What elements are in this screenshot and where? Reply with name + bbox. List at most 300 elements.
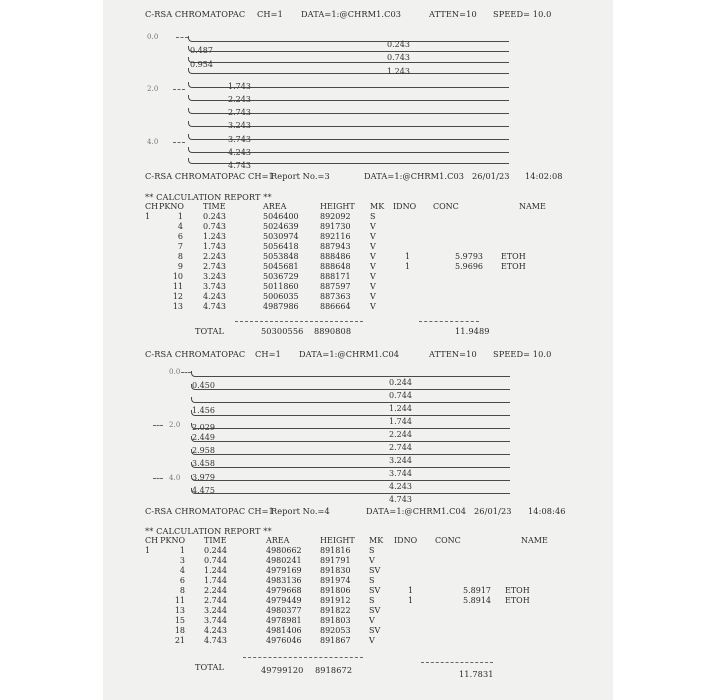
run2-report-title: C-RSA CHROMATOPAC CH=1 [145, 506, 274, 516]
peak-label: 1.243 [387, 67, 410, 76]
cell-area: 5056418 [263, 242, 299, 251]
conc-column [423, 212, 483, 312]
trace-line [188, 57, 509, 63]
cell-name [501, 242, 546, 252]
trace-line [191, 384, 510, 390]
cell-time: 2.744 [204, 596, 227, 605]
cell-ch [145, 252, 158, 262]
col-area: AREA [263, 202, 287, 211]
col-conc: CONC [433, 202, 459, 211]
cell-name [505, 566, 548, 576]
cell-area: 4979169 [266, 566, 302, 575]
peak-label: 4.743 [389, 495, 412, 504]
cell-area: 5011860 [263, 282, 299, 291]
pkno-column [159, 212, 183, 312]
cell-time: 0.744 [204, 556, 227, 565]
cell-name [501, 272, 546, 282]
cell-idno: 1 [405, 252, 411, 261]
cell-mk: S [369, 576, 375, 585]
peak-label: 0.954 [190, 60, 213, 69]
axis-tick [173, 89, 185, 90]
run2-total-height: 8918672 [315, 665, 353, 675]
cell-idno [405, 272, 416, 282]
trace-line [191, 371, 510, 377]
cell-ch [145, 222, 158, 232]
run1-calc-title: ** CALCULATION REPORT ** [145, 192, 272, 202]
cell-area: 4978981 [266, 616, 302, 625]
cell-name [505, 576, 548, 586]
axis-tick [153, 425, 163, 426]
cell-time: 2.743 [203, 262, 226, 271]
peak-label: 1.743 [228, 82, 251, 91]
axis-tick [176, 37, 188, 38]
cell-idno [408, 576, 417, 586]
cell-pkno: 10 [172, 272, 183, 281]
cell-name [505, 556, 548, 566]
peak-label: 0.450 [192, 381, 215, 390]
cell-pkno: 4 [177, 222, 183, 231]
trace-line [191, 449, 510, 455]
cell-time: 3.744 [204, 616, 227, 625]
col-height: HEIGHT [320, 536, 355, 545]
run2-report-time: 14:08:46 [528, 506, 566, 516]
height-column [320, 212, 355, 312]
cell-time: 1.743 [203, 242, 226, 251]
cell-conc [423, 212, 483, 222]
peak-label: 4.243 [228, 148, 251, 157]
cell-pkno: 1 [177, 212, 183, 221]
cell-ch [145, 232, 158, 242]
trace-line [188, 68, 509, 74]
axis-tick [181, 372, 191, 373]
cell-conc [433, 576, 491, 586]
cell-pkno: 1 [179, 546, 185, 555]
cell-mk: V [369, 636, 375, 645]
peak-label: 3.243 [228, 121, 251, 130]
cell-area: 4981406 [266, 626, 302, 635]
peak-label: 3.458 [192, 459, 215, 468]
cell-conc [423, 232, 483, 242]
ch-column [145, 546, 158, 646]
run1-atten: ATTEN=10 [429, 9, 477, 19]
cell-idno [408, 636, 417, 646]
cell-height: 892053 [320, 626, 351, 635]
run1-axis-2: 2.0 [147, 85, 159, 93]
cell-mk: S [369, 546, 375, 555]
col-height: HEIGHT [320, 202, 355, 211]
cell-name [501, 282, 546, 292]
col-mk: MK [369, 536, 384, 545]
cell-height: 887363 [320, 292, 351, 301]
cell-idno [405, 232, 416, 242]
cell-area: 4976046 [266, 636, 302, 645]
cell-height: 891867 [320, 636, 351, 645]
cell-pkno: 4 [179, 566, 185, 575]
cell-name [505, 636, 548, 646]
cell-conc [433, 566, 491, 576]
cell-area: 5006035 [263, 292, 299, 301]
peak-label: 4.475 [192, 486, 215, 495]
cell-mk: V [369, 556, 375, 565]
cell-area: 5030974 [263, 232, 299, 241]
run1-axis-0: 0.0 [147, 33, 159, 41]
run2-total-conc: 11.7831 [459, 669, 494, 679]
cell-time: 2.243 [203, 252, 226, 261]
cell-mk: S [369, 596, 375, 605]
peak-label: 2.029 [192, 423, 215, 432]
mk-column [370, 212, 384, 312]
cell-ch [145, 576, 158, 586]
cell-pkno: 6 [179, 576, 185, 585]
cell-idno: 1 [408, 586, 414, 595]
peak-label: 3.743 [228, 135, 251, 144]
trace-line [188, 36, 509, 42]
run1-report-data: DATA=1:@CHRM1.C03 [364, 171, 465, 181]
cell-height: 891730 [320, 222, 351, 231]
trace-line [191, 423, 510, 429]
run1-total-label: TOTAL [195, 326, 225, 336]
cell-conc: 5.8914 [463, 596, 491, 605]
cell-name [501, 232, 546, 242]
cell-height: 891822 [320, 606, 351, 615]
cell-name: ETOH [501, 262, 526, 271]
cell-mk: V [370, 302, 376, 311]
peak-label: 0.487 [190, 46, 213, 55]
run2-report-data: DATA=1:@CHRM1.C04 [366, 506, 467, 516]
cell-name: ETOH [501, 252, 526, 261]
cell-height: 891912 [320, 596, 351, 605]
height-column [320, 546, 355, 646]
cell-name [505, 546, 548, 556]
trace-line [191, 488, 510, 494]
idno-column [394, 546, 417, 646]
run2-report-no: Report No.=4 [271, 506, 330, 516]
cell-idno [408, 606, 417, 616]
cell-idno [408, 566, 417, 576]
peak-label: 3.244 [389, 456, 412, 465]
cell-area: 4979668 [266, 586, 302, 595]
peak-label: 0.743 [387, 53, 410, 62]
cell-ch [145, 272, 158, 282]
area-column [263, 212, 299, 312]
cell-pkno: 13 [174, 606, 185, 615]
cell-ch [145, 626, 158, 636]
cell-area: 5053848 [263, 252, 299, 261]
total-separator [419, 321, 479, 322]
trace-line [191, 397, 510, 403]
cell-time: 3.743 [203, 282, 226, 291]
cell-name [505, 606, 548, 616]
cell-mk: V [370, 242, 376, 251]
peak-label: 2.744 [389, 443, 412, 452]
run1-total-height: 8890808 [314, 326, 352, 336]
cell-area: 4979449 [266, 596, 302, 605]
cell-mk: V [370, 232, 376, 241]
cell-idno: 1 [408, 596, 414, 605]
cell-conc [423, 222, 483, 232]
cell-mk: S [370, 212, 376, 221]
cell-idno [408, 546, 417, 556]
cell-conc: 5.8917 [463, 586, 491, 595]
run1-report-time: 14:02:08 [525, 171, 563, 181]
cell-height: 891830 [320, 566, 351, 575]
cell-height: 888486 [320, 252, 351, 261]
idno-column [393, 212, 416, 312]
total-separator [243, 657, 363, 658]
cell-ch [145, 586, 158, 596]
peak-label: 4.243 [389, 482, 412, 491]
mk-column [369, 546, 383, 646]
cell-idno [405, 242, 416, 252]
run1-channel: CH=1 [257, 9, 283, 19]
cell-area: 4980662 [266, 546, 302, 555]
cell-height: 892116 [320, 232, 351, 241]
peak-label: 2.958 [192, 446, 215, 455]
cell-height: 888171 [320, 272, 351, 281]
cell-area: 4987986 [263, 302, 299, 311]
cell-height: 887943 [320, 242, 351, 251]
peak-label: 1.744 [389, 417, 412, 426]
run2-total-label: TOTAL [195, 662, 225, 672]
col-pkno: PKNO [159, 202, 184, 211]
conc-column [433, 546, 491, 646]
total-separator [421, 662, 493, 663]
col-time: TIME [204, 536, 227, 545]
cell-mk: V [370, 222, 376, 231]
cell-area: 4983136 [266, 576, 302, 585]
cell-conc [423, 282, 483, 292]
col-conc: CONC [435, 536, 461, 545]
col-area: AREA [266, 536, 290, 545]
run1-report-title: C-RSA CHROMATOPAC CH=1 [145, 171, 274, 181]
cell-time: 3.243 [203, 272, 226, 281]
cell-time: 4.743 [203, 302, 226, 311]
run1-title: C-RSA CHROMATOPAC [145, 9, 246, 19]
peak-label: 3.744 [389, 469, 412, 478]
cell-mk: V [370, 272, 376, 281]
axis-tick [153, 478, 163, 479]
cell-pkno: 9 [177, 262, 183, 271]
col-time: TIME [203, 202, 226, 211]
peak-label: 0.744 [389, 391, 412, 400]
cell-pkno: 21 [174, 636, 185, 645]
cell-pkno: 15 [174, 616, 185, 625]
col-idno: IDNO [393, 202, 417, 211]
run1-speed: SPEED= 10.0 [493, 9, 552, 19]
cell-pkno: 6 [177, 232, 183, 241]
cell-time: 1.244 [204, 566, 227, 575]
run2-channel: CH=1 [255, 349, 281, 359]
peak-label: 1.244 [389, 404, 412, 413]
cell-pkno: 8 [179, 586, 185, 595]
trace-line [188, 46, 509, 52]
cell-area: 5046400 [263, 212, 299, 221]
trace-line [191, 410, 510, 416]
cell-height: 892092 [320, 212, 351, 221]
cell-height: 891816 [320, 546, 351, 555]
cell-pkno: 12 [172, 292, 183, 301]
trace-line [191, 436, 510, 442]
cell-time: 3.244 [204, 606, 227, 615]
cell-mk: SV [369, 626, 381, 635]
axis-tick [173, 142, 185, 143]
col-ch: CH [145, 202, 159, 211]
cell-ch [145, 606, 158, 616]
col-pkno: PKNO [160, 536, 185, 545]
cell-ch [145, 596, 158, 606]
peak-label: 2.449 [192, 433, 215, 442]
cell-time: 1.243 [203, 232, 226, 241]
pkno-column [159, 546, 185, 646]
cell-conc [433, 556, 491, 566]
run2-title: C-RSA CHROMATOPAC [145, 349, 246, 359]
cell-pkno: 18 [174, 626, 185, 635]
cell-mk: SV [369, 586, 381, 595]
cell-name [501, 292, 546, 302]
cell-name [505, 626, 548, 636]
cell-area: 4980241 [266, 556, 302, 565]
cell-height: 887597 [320, 282, 351, 291]
cell-pkno: 11 [172, 282, 183, 291]
cell-height: 886664 [320, 302, 351, 311]
peak-label: 4.743 [228, 161, 251, 170]
cell-name: ETOH [505, 586, 530, 595]
peak-label: 2.243 [228, 95, 251, 104]
col-mk: MK [370, 202, 385, 211]
cell-mk: V [370, 282, 376, 291]
cell-conc [433, 606, 491, 616]
peak-label: 2.743 [228, 108, 251, 117]
cell-idno [408, 616, 417, 626]
trace-line [191, 475, 510, 481]
cell-idno [405, 292, 416, 302]
peak-label: 0.244 [389, 378, 412, 387]
cell-mk: V [370, 292, 376, 301]
cell-time: 4.243 [203, 292, 226, 301]
time-column [203, 212, 226, 312]
cell-time: 1.744 [204, 576, 227, 585]
peak-label: 1.456 [192, 406, 215, 415]
run1-axis-4: 4.0 [147, 138, 159, 146]
area-column [266, 546, 302, 646]
cell-pkno: 3 [179, 556, 185, 565]
run2-axis-2: 2.0 [169, 421, 181, 429]
cell-idno: 1 [405, 262, 411, 271]
time-column [204, 546, 227, 646]
cell-mk: V [369, 616, 375, 625]
run1-total-conc: 11.9489 [455, 326, 490, 336]
run1-report-date: 26/01/23 [472, 171, 510, 181]
cell-area: 5024639 [263, 222, 299, 231]
cell-conc [423, 242, 483, 252]
cell-pkno: 13 [172, 302, 183, 311]
run2-axis-4: 4.0 [169, 474, 181, 482]
peak-label: 0.243 [387, 40, 410, 49]
cell-idno [405, 282, 416, 292]
cell-time: 0.243 [203, 212, 226, 221]
run1-report-no: Report No.=3 [271, 171, 330, 181]
cell-name [501, 302, 546, 312]
run2-report-date: 26/01/23 [474, 506, 512, 516]
cell-time: 0.743 [203, 222, 226, 231]
cell-time: 4.243 [204, 626, 227, 635]
cell-idno [408, 556, 417, 566]
cell-area: 5036729 [263, 272, 299, 281]
cell-ch [145, 302, 158, 312]
cell-conc [423, 292, 483, 302]
cell-name [501, 222, 546, 232]
total-separator [235, 321, 363, 322]
run2-speed: SPEED= 10.0 [493, 349, 552, 359]
cell-name [501, 212, 546, 222]
cell-idno [405, 302, 416, 312]
printout-page [103, 0, 613, 700]
cell-idno [408, 626, 417, 636]
run1-total-area: 50300556 [261, 326, 304, 336]
cell-conc [433, 546, 491, 556]
cell-ch [145, 292, 158, 302]
run2-atten: ATTEN=10 [429, 349, 477, 359]
cell-area: 4980377 [266, 606, 302, 615]
cell-mk: SV [369, 566, 381, 575]
cell-pkno: 11 [174, 596, 185, 605]
cell-ch [145, 636, 158, 646]
cell-conc [433, 636, 491, 646]
cell-height: 891806 [320, 586, 351, 595]
cell-name [505, 616, 548, 626]
col-idno: IDNO [394, 536, 418, 545]
cell-mk: V [370, 252, 376, 261]
cell-height: 888648 [320, 262, 351, 271]
ch-column [145, 212, 158, 312]
cell-conc [423, 272, 483, 282]
cell-time: 2.244 [204, 586, 227, 595]
col-name: NAME [521, 536, 548, 545]
cell-conc [423, 302, 483, 312]
cell-ch: 1 [145, 212, 151, 221]
peak-label: 2.244 [389, 430, 412, 439]
cell-ch: 1 [145, 546, 151, 555]
cell-conc: 5.9696 [455, 262, 483, 271]
run2-axis-0: 0.0 [169, 368, 181, 376]
cell-height: 891974 [320, 576, 351, 585]
name-column [501, 212, 546, 312]
cell-ch [145, 282, 158, 292]
cell-ch [145, 242, 158, 252]
name-column [505, 546, 548, 646]
cell-ch [145, 616, 158, 626]
cell-conc [433, 626, 491, 636]
cell-height: 891803 [320, 616, 351, 625]
cell-time: 4.743 [204, 636, 227, 645]
cell-height: 891791 [320, 556, 351, 565]
cell-area: 5045681 [263, 262, 299, 271]
peak-label: 3.979 [192, 473, 215, 482]
cell-idno [405, 212, 416, 222]
col-ch: CH [145, 536, 159, 545]
cell-name: ETOH [505, 596, 530, 605]
cell-ch [145, 556, 158, 566]
cell-ch [145, 566, 158, 576]
cell-conc [433, 616, 491, 626]
run2-calc-title: ** CALCULATION REPORT ** [145, 526, 272, 536]
cell-mk: SV [369, 606, 381, 615]
col-name: NAME [519, 202, 546, 211]
cell-ch [145, 262, 158, 272]
cell-conc: 5.9793 [455, 252, 483, 261]
cell-mk: V [370, 262, 376, 271]
run1-data-file: DATA=1:@CHRM1.C03 [301, 9, 402, 19]
